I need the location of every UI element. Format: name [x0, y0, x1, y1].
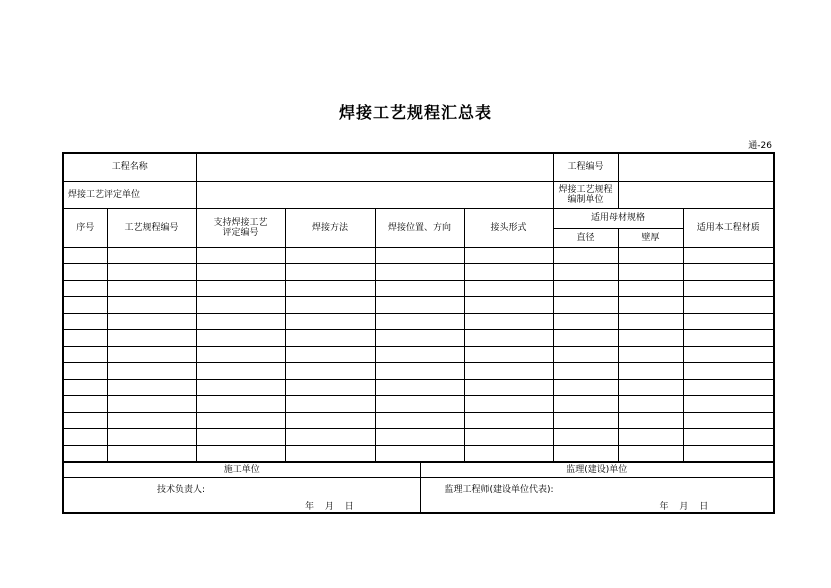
table-cell[interactable]	[63, 429, 107, 446]
table-cell[interactable]	[464, 396, 553, 413]
table-row	[63, 297, 774, 314]
table-cell[interactable]	[553, 346, 618, 363]
project-no-field[interactable]	[618, 153, 774, 181]
table-cell[interactable]	[683, 396, 774, 413]
supervisor-label: 监理工程师(建设单位代表):	[444, 485, 554, 495]
prep-unit-field[interactable]	[618, 181, 774, 208]
eval-unit-field[interactable]	[196, 181, 553, 208]
col-material: 适用本工程材质	[683, 208, 774, 247]
table-cell[interactable]	[375, 264, 464, 281]
table-cell[interactable]	[196, 330, 285, 347]
table-cell[interactable]	[375, 396, 464, 413]
table-cell[interactable]	[683, 313, 774, 330]
table-cell[interactable]	[196, 247, 285, 264]
project-no-label: 工程编号	[553, 153, 618, 181]
table-cell[interactable]	[618, 330, 683, 347]
table-cell[interactable]	[285, 445, 375, 462]
table-cell[interactable]	[375, 379, 464, 396]
table-cell[interactable]	[553, 280, 618, 297]
table-cell[interactable]	[285, 363, 375, 380]
project-name-field[interactable]	[196, 153, 553, 181]
table-cell[interactable]	[464, 247, 553, 264]
table-cell[interactable]	[285, 297, 375, 314]
table-row	[63, 412, 774, 429]
table-cell[interactable]	[553, 330, 618, 347]
project-name-row	[63, 153, 774, 181]
table-cell[interactable]	[285, 412, 375, 429]
table-cell[interactable]	[63, 264, 107, 281]
supervision-unit-label: 监理(建设)单位	[420, 462, 774, 478]
table-cell[interactable]	[196, 346, 285, 363]
construction-signature-cell[interactable]	[63, 478, 420, 514]
col-thickness: 壁厚	[618, 228, 683, 247]
table-cell[interactable]	[683, 412, 774, 429]
col-position: 焊接位置、方向	[375, 208, 464, 247]
table-cell[interactable]	[618, 264, 683, 281]
col-pqr-no	[196, 208, 285, 247]
table-cell[interactable]	[63, 247, 107, 264]
col-method: 焊接方法	[285, 208, 375, 247]
table-cell[interactable]	[464, 363, 553, 380]
table-cell[interactable]	[553, 396, 618, 413]
wps-summary-table	[62, 152, 775, 463]
table-row	[63, 264, 774, 281]
table-row	[63, 313, 774, 330]
table-cell[interactable]	[63, 445, 107, 462]
table-cell[interactable]	[285, 280, 375, 297]
table-cell[interactable]	[618, 379, 683, 396]
table-cell[interactable]	[285, 330, 375, 347]
table-row	[63, 363, 774, 380]
table-cell[interactable]	[553, 313, 618, 330]
table-cell[interactable]	[375, 330, 464, 347]
table-cell[interactable]	[375, 363, 464, 380]
table-cell[interactable]	[683, 264, 774, 281]
table-cell[interactable]	[618, 445, 683, 462]
table-cell[interactable]	[618, 297, 683, 314]
table-cell[interactable]	[107, 280, 196, 297]
table-row	[63, 429, 774, 446]
form-number: 通-26	[748, 141, 772, 151]
prep-unit-label-line2: 编制单位	[567, 194, 604, 205]
table-cell[interactable]	[683, 346, 774, 363]
table-row	[63, 280, 774, 297]
table-cell[interactable]	[107, 363, 196, 380]
table-cell[interactable]	[618, 280, 683, 297]
table-cell[interactable]	[196, 412, 285, 429]
table-row	[63, 445, 774, 462]
table-cell[interactable]	[618, 412, 683, 429]
table-cell[interactable]	[63, 412, 107, 429]
table-cell[interactable]	[63, 363, 107, 380]
table-cell[interactable]	[464, 346, 553, 363]
table-cell[interactable]	[553, 363, 618, 380]
table-cell[interactable]	[107, 330, 196, 347]
table-row	[63, 247, 774, 264]
table-cell[interactable]	[683, 280, 774, 297]
table-cell[interactable]	[553, 297, 618, 314]
construction-date: 年 月 日	[305, 502, 354, 512]
eval-unit-label: 焊接工艺评定单位	[63, 181, 196, 208]
table-cell[interactable]	[375, 313, 464, 330]
table-cell[interactable]	[464, 297, 553, 314]
table-cell[interactable]	[683, 297, 774, 314]
prep-unit-label-line1: 焊接工艺规程	[558, 184, 613, 195]
table-cell[interactable]	[375, 445, 464, 462]
table-cell[interactable]	[618, 363, 683, 380]
table-cell[interactable]	[63, 280, 107, 297]
table-cell[interactable]	[683, 247, 774, 264]
table-row	[63, 379, 774, 396]
table-cell[interactable]	[196, 280, 285, 297]
table-cell[interactable]	[618, 346, 683, 363]
table-row	[63, 396, 774, 413]
table-cell[interactable]	[375, 247, 464, 264]
table-cell[interactable]	[107, 264, 196, 281]
table-cell[interactable]	[285, 379, 375, 396]
table-cell[interactable]	[285, 346, 375, 363]
prep-unit-label	[553, 181, 618, 208]
table-cell[interactable]	[196, 379, 285, 396]
signature-row	[63, 478, 774, 514]
table-cell[interactable]	[683, 379, 774, 396]
table-cell[interactable]	[196, 264, 285, 281]
table-cell[interactable]	[464, 313, 553, 330]
table-cell[interactable]	[107, 379, 196, 396]
table-cell[interactable]	[107, 445, 196, 462]
table-cell[interactable]	[63, 346, 107, 363]
signature-table	[62, 461, 775, 514]
table-cell[interactable]	[464, 379, 553, 396]
table-cell[interactable]	[553, 264, 618, 281]
signature-header-row	[63, 462, 774, 478]
table-cell[interactable]	[107, 297, 196, 314]
project-name-label: 工程名称	[63, 153, 196, 181]
table-cell[interactable]	[464, 264, 553, 281]
table-cell[interactable]	[553, 412, 618, 429]
table-cell[interactable]	[375, 297, 464, 314]
table-cell[interactable]	[107, 346, 196, 363]
col-seq: 序号	[63, 208, 107, 247]
table-cell[interactable]	[285, 247, 375, 264]
table-row	[63, 346, 774, 363]
table-cell[interactable]	[464, 429, 553, 446]
construction-unit-label: 施工单位	[63, 462, 420, 478]
table-cell[interactable]	[618, 313, 683, 330]
table-cell[interactable]	[63, 396, 107, 413]
table-cell[interactable]	[285, 429, 375, 446]
table-cell[interactable]	[553, 379, 618, 396]
supervision-signature-cell[interactable]	[420, 478, 774, 514]
col-base-spec: 适用母材规格	[553, 208, 683, 228]
table-cell[interactable]	[107, 429, 196, 446]
table-cell[interactable]	[196, 363, 285, 380]
table-cell[interactable]	[63, 379, 107, 396]
table-cell[interactable]	[618, 396, 683, 413]
col-diameter: 直径	[553, 228, 618, 247]
unit-row	[63, 181, 774, 208]
header-row-1	[63, 208, 774, 228]
tech-lead-label: 技术负责人:	[157, 485, 206, 495]
table-cell[interactable]	[285, 396, 375, 413]
table-cell[interactable]	[683, 363, 774, 380]
table-cell[interactable]	[618, 247, 683, 264]
table-cell[interactable]	[375, 429, 464, 446]
page-title: 焊接工艺规程汇总表	[338, 103, 492, 122]
table-cell[interactable]	[683, 330, 774, 347]
table-cell[interactable]	[107, 412, 196, 429]
table-cell[interactable]	[375, 412, 464, 429]
table-cell[interactable]	[196, 396, 285, 413]
table-cell[interactable]	[63, 330, 107, 347]
table-cell[interactable]	[683, 429, 774, 446]
table-cell[interactable]	[553, 445, 618, 462]
table-cell[interactable]	[464, 445, 553, 462]
col-wps-no: 工艺规程编号	[107, 208, 196, 247]
table-cell[interactable]	[107, 247, 196, 264]
table-cell[interactable]	[285, 264, 375, 281]
table-cell[interactable]	[618, 429, 683, 446]
table-cell[interactable]	[107, 396, 196, 413]
table-cell[interactable]	[63, 297, 107, 314]
supervision-date: 年 月 日	[659, 502, 709, 512]
col-joint: 接头形式	[464, 208, 553, 247]
table-cell[interactable]	[196, 297, 285, 314]
table-cell[interactable]	[375, 346, 464, 363]
col-pqr-no-line1: 支持焊接工艺	[213, 217, 268, 228]
table-cell[interactable]	[464, 412, 553, 429]
table-cell[interactable]	[63, 313, 107, 330]
table-cell[interactable]	[553, 247, 618, 264]
table-cell[interactable]	[464, 330, 553, 347]
table-cell[interactable]	[683, 445, 774, 462]
col-pqr-no-line2: 评定编号	[222, 227, 259, 238]
table-cell[interactable]	[107, 313, 196, 330]
table-cell[interactable]	[196, 429, 285, 446]
table-cell[interactable]	[553, 429, 618, 446]
table-row	[63, 330, 774, 347]
table-cell[interactable]	[196, 445, 285, 462]
table-cell[interactable]	[464, 280, 553, 297]
table-cell[interactable]	[196, 313, 285, 330]
table-cell[interactable]	[285, 313, 375, 330]
table-cell[interactable]	[375, 280, 464, 297]
